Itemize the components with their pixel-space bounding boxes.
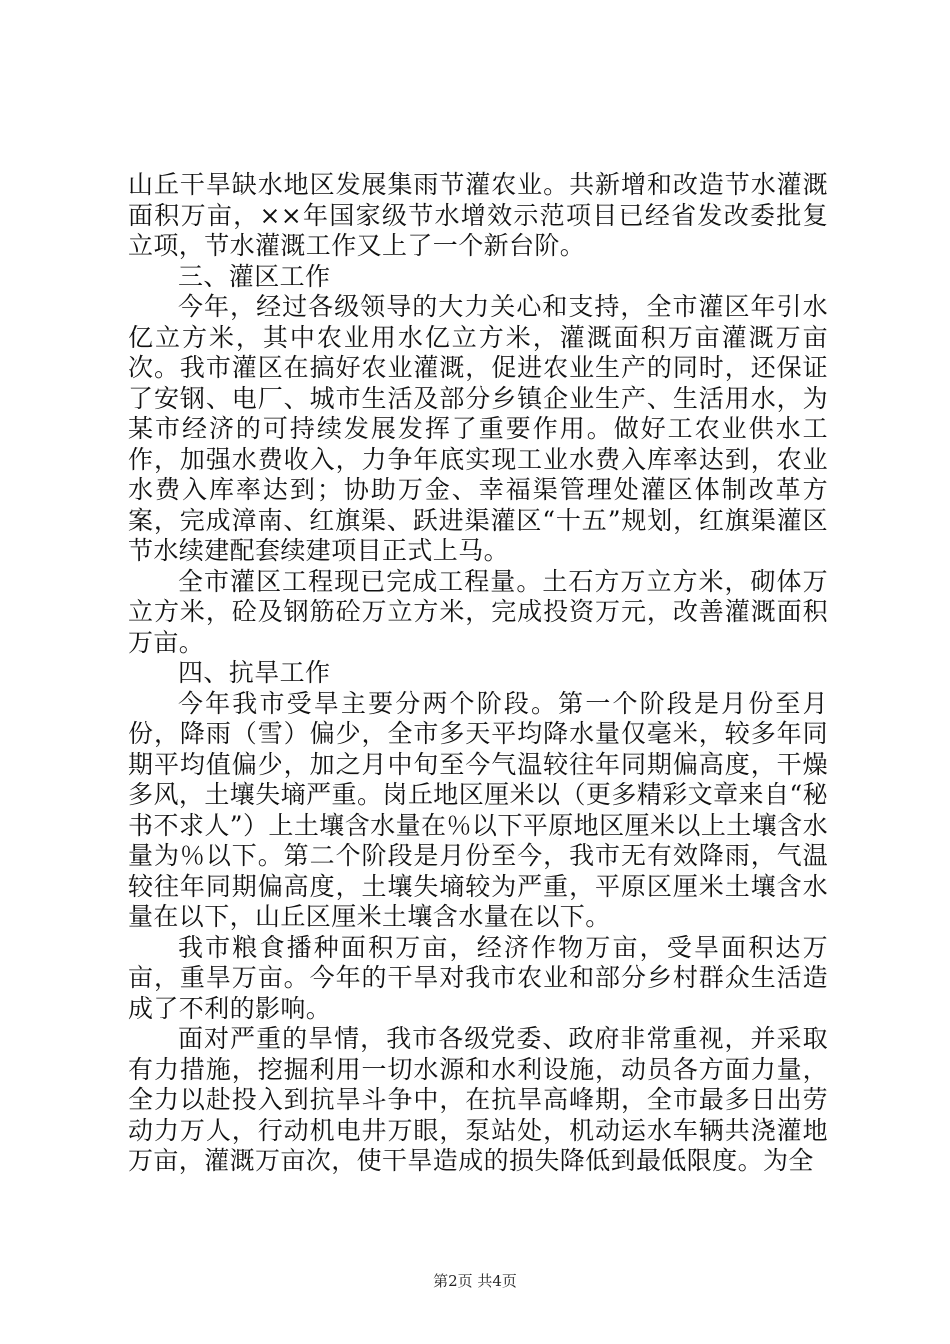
paragraph: 面对严重的旱情，我市各级党委、政府非常重视，并采取有力措施，挖掘利用一切水源和水利设施，动员各方面力量，全力以赴投入到抗旱斗争中，在抗旱高峰期，全市最多日出劳动力万人，行动机电井万眼，泵站处，机动运水车辆共浇灌地万亩，灌溉万亩次，使干旱造成的损失降低到最低限度。为全 xyxy=(128,1024,828,1175)
paragraph: 我市粮食播种面积万亩，经济作物万亩，受旱面积达万亩，重旱万亩。今年的干旱对我市农业和部分乡村群众生活造成了不利的影响。 xyxy=(128,932,828,1023)
paragraph: 今年我市受旱主要分两个阶段。第一个阶段是月份至月份，降雨（雪）偏少，全市多天平均降水量仅毫米，较多年同期平均值偏少，加之月中旬至今气温较往年同期偏高度，干燥多风，土壤失墒严重。岗丘地区厘米以（更多精彩文章来自“秘书不求人”）上土壤含水量在％以下平原地区厘米以上土壤含水量为％以下。第二个阶段是月份至今，我市无有效降雨，气温较往年同期偏高度，土壤失墒较为严重，平原区厘米土壤含水量在以下，山丘区厘米土壤含水量在以下。 xyxy=(128,688,828,931)
paragraph: 全市灌区工程现已完成工程量。土石方万立方米，砌体万立方米，砼及钢筋砼万立方米，完成投资万元，改善灌溉面积万亩。 xyxy=(128,566,828,657)
section-heading: 四、抗旱工作 xyxy=(178,658,331,687)
section-heading: 三、灌区工作 xyxy=(178,261,331,291)
page-number-label: 第2页 共4页 xyxy=(433,1272,517,1290)
paragraph: 山丘干旱缺水地区发展集雨节灌农业。共新增和改造节水灌溉面积万亩，××年国家级节水增效示范项目已经省发改委批复立项，节水灌溉工作又上了一个新台阶。 xyxy=(128,170,828,260)
paragraph: 今年，经过各级领导的大力关心和支持，全市灌区年引水亿立方米，其中农业用水亿立方米，灌溉面积万亩灌溉万亩次。我市灌区在搞好农业灌溉，促进农业生产的同时，还保证了安钢、电厂、城市生活及部分乡镇企业生产、生活用水，为某市经济的可持续发展发挥了重要作用。做好工农业供水工作，加强水费收入，力争年底实现工业水费入库率达到，农业水费入库率达到；协助万金、幸福渠管理处灌区体制改革方案，完成漳南、红旗渠、跃进渠灌区“十五”规划，红旗渠灌区节水续建配套续建项目正式上马。 xyxy=(128,292,828,565)
page-footer xyxy=(0,1270,950,1291)
document-body xyxy=(128,170,828,1177)
